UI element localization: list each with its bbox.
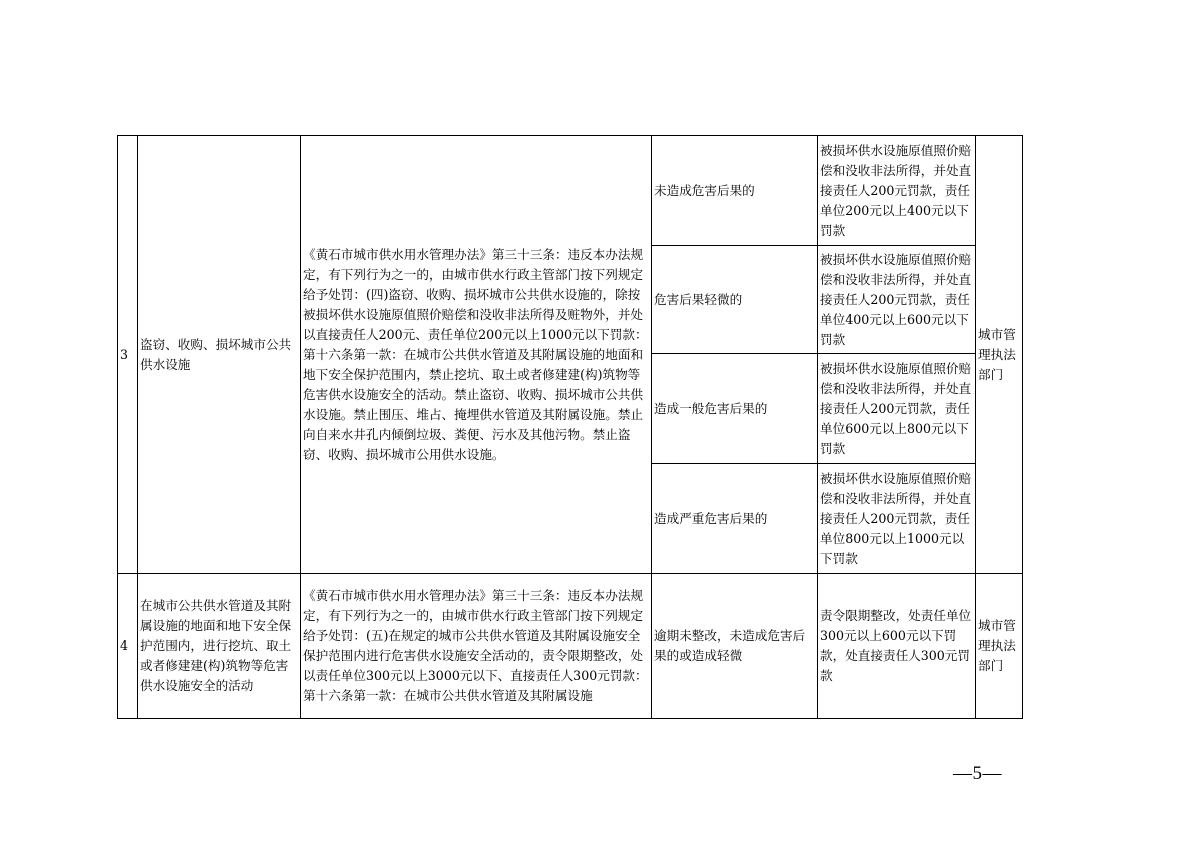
circumstance-cell: 未造成危害后果的	[652, 136, 818, 246]
row-number-cell: 3	[118, 136, 138, 574]
legal-basis-paragraph: 《黄石市城市供水用水管理办法》第三十三条：违反本办法规定，有下列行为之一的，由城市供水行政主管部门按下列规定给予处罚：(四)盗窃、收购、损坏城市公共供水设施的，除按被损坏供水设施原值照价赔偿和没收非法所得及赃物外，并处以直接责任人200元、责任单位200元以上1000元以下罚款：	[303, 246, 648, 342]
legal-basis-paragraph: 第十六条第一款：在城市公共供水管道及其附属设施的地面和地下安全保护范围内，禁止挖坑、取土或者修建建(构)筑物等危害供水设施安全的活动。禁止盗窃、收购、损坏城市公共供水设施。禁止围压、堆占、掩埋供水管道及其附属设施。禁止向自来水井孔内倾倒垃圾、粪便、污水及其他污物。禁止盗窃、收购、损坏城市公用供水设施。	[303, 346, 644, 462]
legal-basis-cell	[301, 574, 652, 719]
legal-basis-paragraph: 第十六条第一款：在城市公共供水管道及其附属设施	[303, 688, 593, 703]
legal-basis-cell	[301, 136, 652, 574]
penalty-standard-cell: 被损坏供水设施原值照价赔偿和没收非法所得，并处直接责任人200元罚款，责任单位200元以上400元以下罚款	[818, 136, 976, 246]
enforcement-department-cell: 城市管理执法部门	[976, 136, 1023, 574]
circumstance-cell: 危害后果轻微的	[652, 246, 818, 354]
violation-act-cell: 在城市公共供水管道及其附属设施的地面和地下安全保护范围内，进行挖坑、取土或者修建建(构)筑物等危害供水设施安全的活动	[138, 574, 301, 719]
page-number: —5—	[953, 763, 1002, 784]
circumstance-cell: 逾期未整改，未造成危害后果的或造成轻微	[652, 574, 818, 719]
table-row	[118, 574, 1023, 719]
enforcement-department-cell: 城市管理执法部门	[976, 574, 1023, 719]
penalty-standard-cell: 被损坏供水设施原值照价赔偿和没收非法所得，并处直接责任人200元罚款，责任单位600元以上800元以下罚款	[818, 354, 976, 464]
penalty-standard-cell: 责令限期整改，处责任单位300元以上600元以下罚款，处直接责任人300元罚款	[818, 574, 976, 719]
legal-basis-paragraph: 《黄石市城市供水用水管理办法》第三十三条：违反本办法规定，有下列行为之一的，由城市供水行政主管部门按下列规定给予处罚：(五)在规定的城市公共供水管道及其附属设施安全保护范围内进行危害供水设施安全活动的，责令限期整改，处以责任单位300元以上3000元以下、直接责任人300元罚款：	[303, 588, 648, 683]
penalty-standard-cell: 被损坏供水设施原值照价赔偿和没收非法所得，并处直接责任人200元罚款，责任单位400元以上600元以下罚款	[818, 246, 976, 354]
penalty-standards-table	[117, 135, 1023, 719]
penalty-standard-cell: 被损坏供水设施原值照价赔偿和没收非法所得，并处直接责任人200元罚款，责任单位800元以上1000元以下罚款	[818, 464, 976, 574]
violation-act-cell: 盗窃、收购、损坏城市公共供水设施	[138, 136, 301, 574]
circumstance-cell: 造成一般危害后果的	[652, 354, 818, 464]
circumstance-cell: 造成严重危害后果的	[652, 464, 818, 574]
row-number-cell: 4	[118, 574, 138, 719]
table-row	[118, 136, 1023, 246]
